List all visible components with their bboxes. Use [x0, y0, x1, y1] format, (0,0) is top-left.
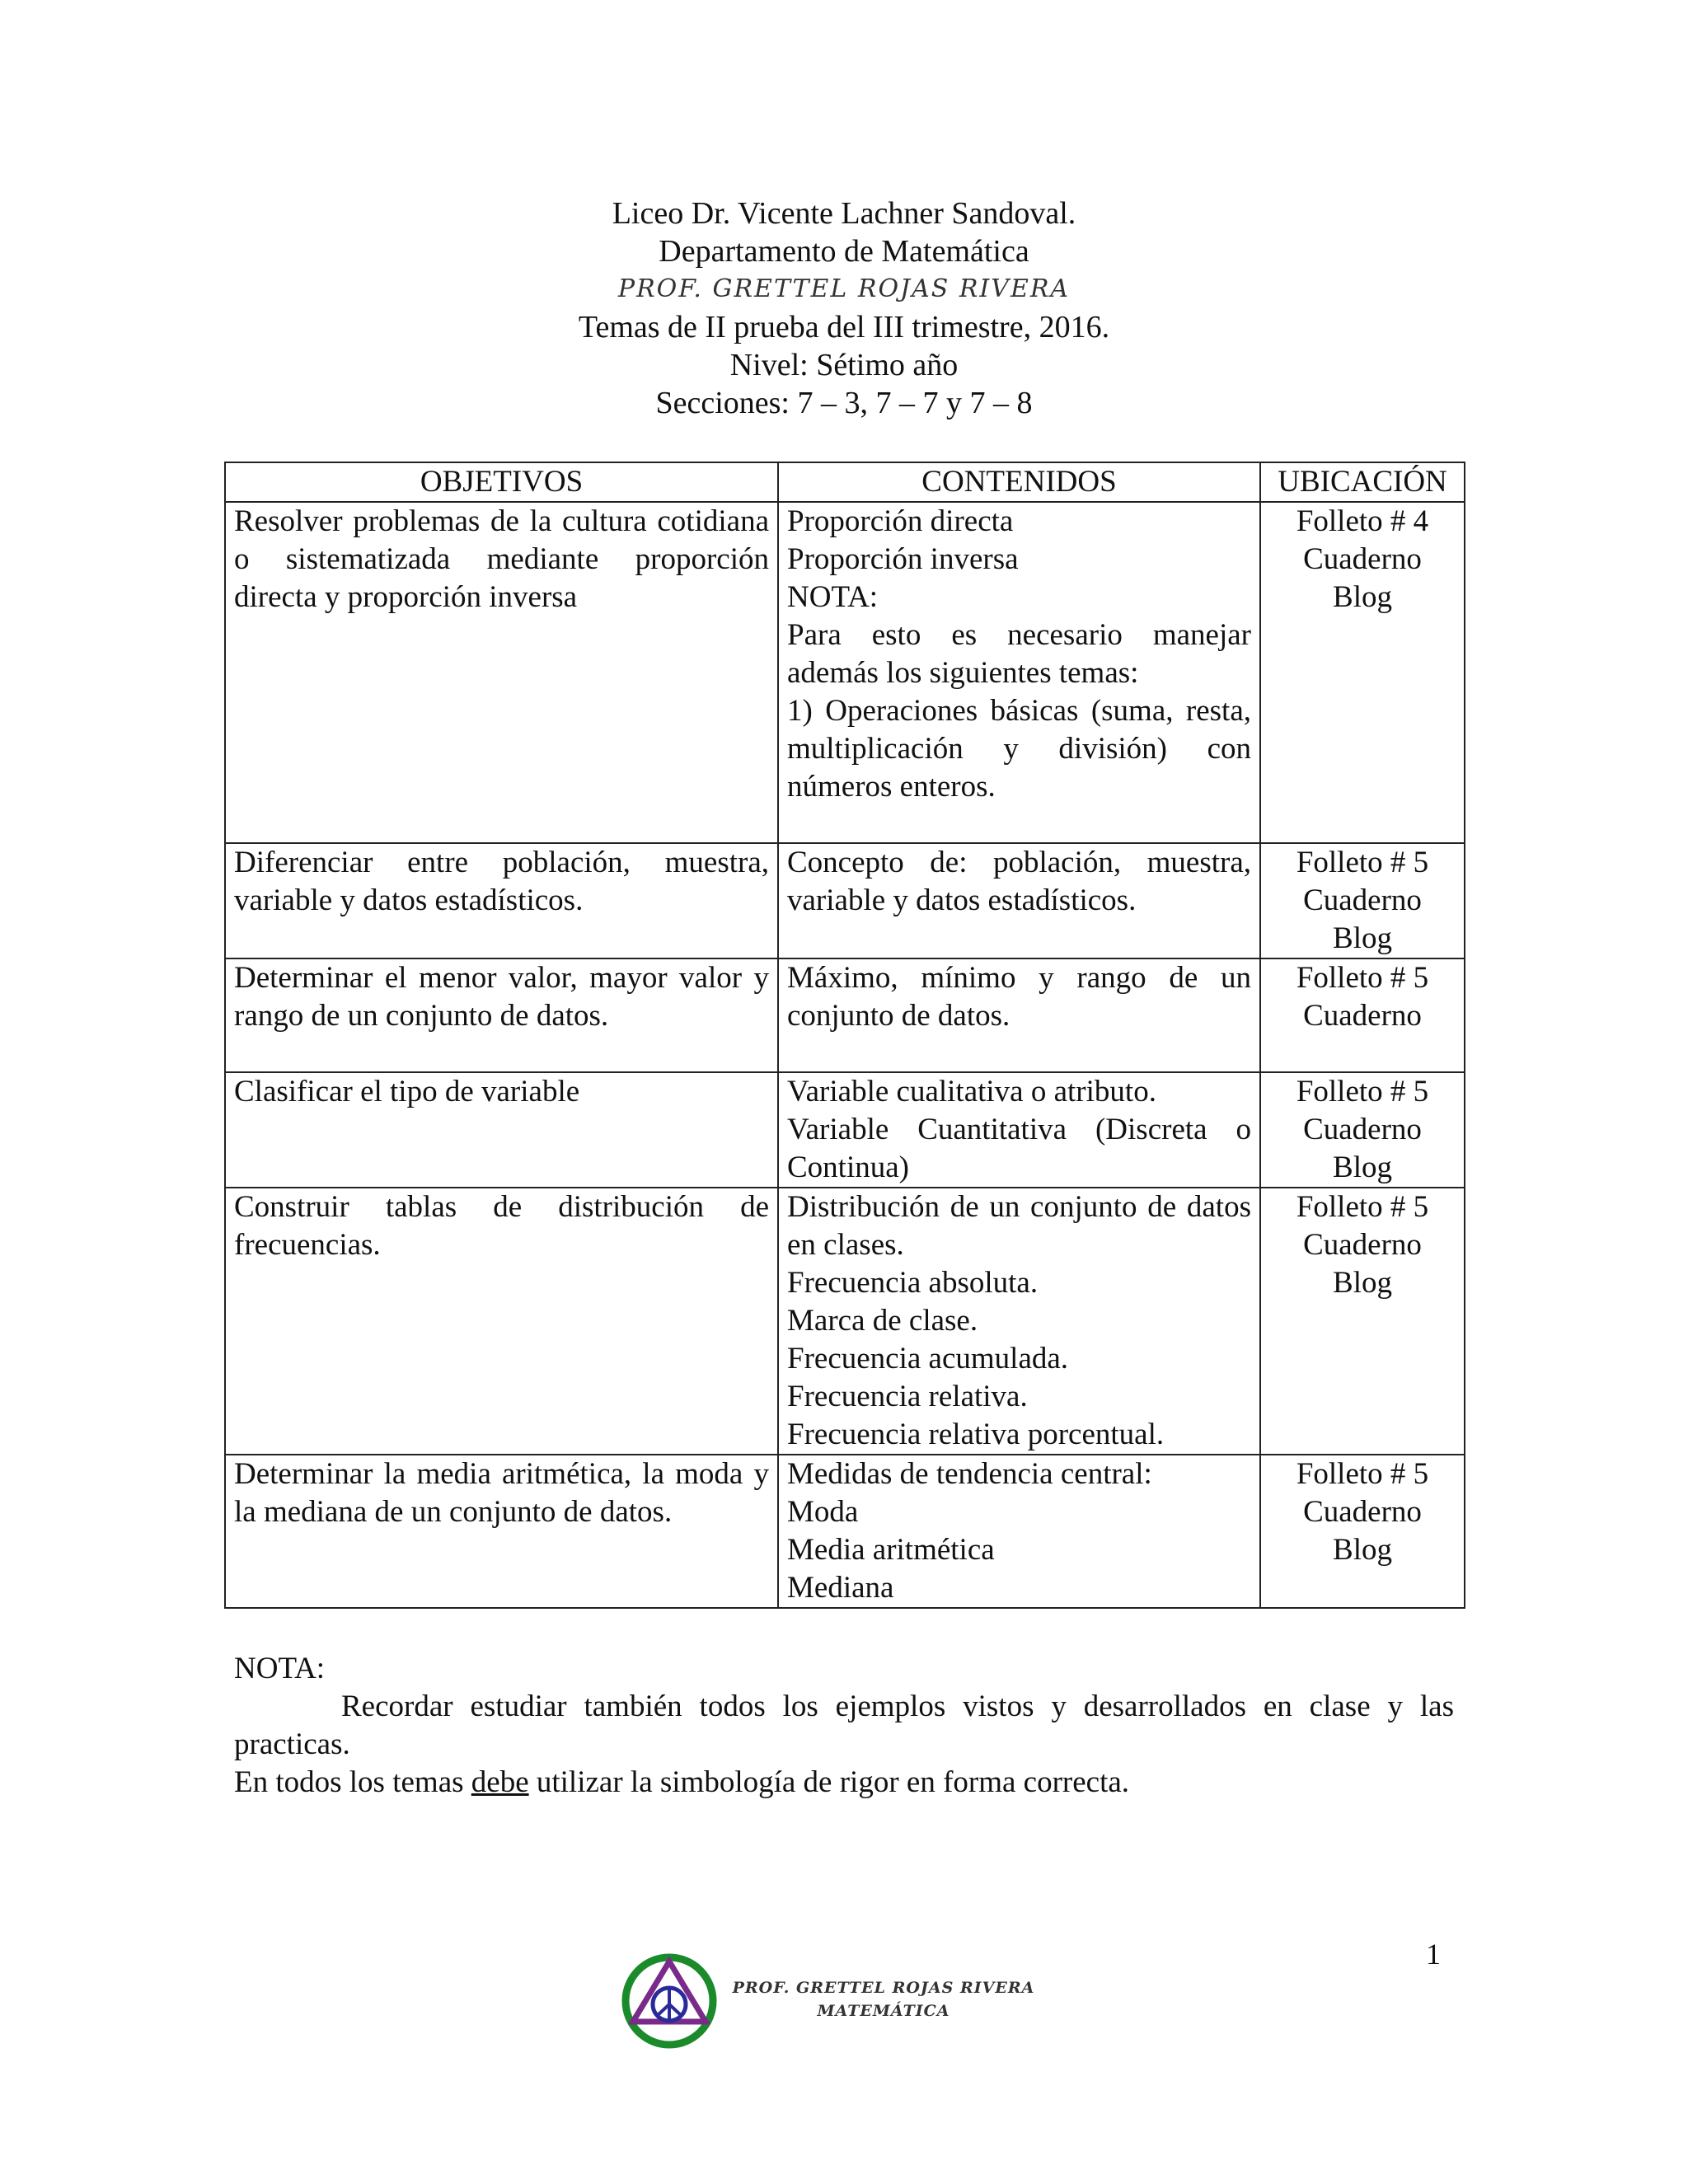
- content-line: Proporción inversa: [787, 542, 1019, 576]
- department-name: Departamento de Matemática: [659, 234, 1029, 269]
- content-line: Medidas de tendencia central:: [787, 1457, 1152, 1491]
- location-cell: [1260, 1188, 1465, 1455]
- document-header: [0, 194, 1688, 422]
- location-line: Folleto # 5: [1296, 961, 1429, 995]
- note-emphasis: debe: [471, 1765, 529, 1799]
- location-line: Cuaderno: [1303, 1113, 1422, 1146]
- content-line: Concepto de: población, muestra, variable y datos estadísticos.: [787, 846, 1251, 917]
- location-line: Cuaderno: [1303, 883, 1422, 917]
- note-text: utilizar la simbología de rigor en forma correcta.: [528, 1765, 1130, 1799]
- sections-line: Secciones: 7 – 3, 7 – 7 y 7 – 8: [655, 386, 1033, 420]
- content-line: Para esto es necesario manejar además los siguientes temas:: [787, 618, 1251, 690]
- level-line: Nivel: Sétimo año: [729, 348, 959, 382]
- location-line: Blog: [1333, 580, 1392, 614]
- location-cell: [1260, 958, 1465, 1072]
- objective-cell: Clasificar el tipo de variable: [225, 1072, 778, 1188]
- content-line: Mediana: [787, 1571, 894, 1605]
- location-line: Blog: [1333, 1266, 1392, 1300]
- location-line: Cuaderno: [1303, 1495, 1422, 1529]
- content-line: Media aritmética: [787, 1533, 995, 1567]
- location-line: Blog: [1333, 1533, 1392, 1567]
- location-line: Cuaderno: [1303, 999, 1422, 1033]
- content-line: Moda: [787, 1495, 859, 1529]
- footer-professor: PROF. GRETTEL ROJAS RIVERA: [732, 1979, 1035, 1997]
- contents-cell: [778, 843, 1260, 958]
- content-line: Variable Cuantitativa (Discreta o Continua): [787, 1113, 1251, 1184]
- table-row: [225, 1072, 1465, 1188]
- objective-cell: Resolver problemas de la cultura cotidiana o sistematizada mediante proporción directa y proporción inversa: [225, 502, 778, 843]
- footer-subject: MATEMÁTICA: [817, 2002, 950, 2020]
- note-text: En todos los temas: [234, 1765, 471, 1799]
- location-line: Folleto # 5: [1296, 1190, 1429, 1224]
- table-row: [225, 1188, 1465, 1455]
- table-row: [225, 843, 1465, 958]
- contents-cell: [778, 502, 1260, 843]
- content-line: Variable cualitativa o atributo.: [787, 1075, 1156, 1108]
- table-header-row: [225, 462, 1465, 502]
- location-line: Folleto # 5: [1296, 1075, 1429, 1108]
- note-text: Recordar estudiar también todos los ejemplos vistos y desarrollados en clase y las practicas.: [234, 1690, 1454, 1761]
- table-row: [225, 958, 1465, 1072]
- content-line: 1) Operaciones básicas (suma, resta, multiplicación y división) con números enteros.: [787, 694, 1251, 804]
- location-line: Cuaderno: [1303, 1228, 1422, 1262]
- location-line: Blog: [1333, 1151, 1392, 1184]
- contents-cell: [778, 1188, 1260, 1455]
- note-line: [234, 1688, 1454, 1764]
- objective-cell: Determinar el menor valor, mayor valor y rango de un conjunto de datos.: [225, 958, 778, 1072]
- contents-cell: [778, 1072, 1260, 1188]
- exam-title: Temas de II prueba del III trimestre, 2016.: [578, 310, 1110, 344]
- note-title: NOTA:: [234, 1652, 326, 1685]
- location-line: Blog: [1333, 921, 1392, 955]
- header-location: UBICACIÓN: [1260, 462, 1465, 502]
- objective-cell: Determinar la media aritmética, la moda y la mediana de un conjunto de datos.: [225, 1455, 778, 1608]
- topics-table: [224, 462, 1465, 1609]
- note-line: [234, 1764, 1454, 1802]
- content-line: Proporción directa: [787, 504, 1014, 538]
- location-line: Folleto # 5: [1296, 846, 1429, 879]
- objective-cell: Construir tablas de distribución de frecuencias.: [225, 1188, 778, 1455]
- contents-cell: [778, 958, 1260, 1072]
- location-cell: [1260, 843, 1465, 958]
- objective-cell: Diferenciar entre población, muestra, variable y datos estadísticos.: [225, 843, 778, 958]
- page-number: 1: [1426, 1938, 1441, 1971]
- school-name: Liceo Dr. Vicente Lachner Sandoval.: [612, 196, 1076, 231]
- content-line: Frecuencia relativa.: [787, 1380, 1028, 1413]
- content-line: NOTA:: [787, 580, 879, 614]
- table-row: [225, 1455, 1465, 1608]
- study-note: [234, 1650, 1454, 1802]
- location-cell: [1260, 1072, 1465, 1188]
- location-line: Folleto # 4: [1296, 504, 1429, 538]
- triangle-emblem-icon: [620, 1943, 719, 2059]
- content-line: Distribución de un conjunto de datos en clases.: [787, 1190, 1251, 1262]
- header-objectives: OBJETIVOS: [225, 462, 778, 502]
- content-line: Marca de clase.: [787, 1304, 978, 1338]
- professor-name: PROF. GRETTEL ROJAS RIVERA: [617, 274, 1071, 303]
- content-line: Máximo, mínimo y rango de un conjunto de datos.: [787, 961, 1251, 1033]
- footer-logo: [620, 1943, 1048, 2059]
- location-cell: [1260, 502, 1465, 843]
- location-cell: [1260, 1455, 1465, 1608]
- content-line: Frecuencia acumulada.: [787, 1342, 1069, 1376]
- location-line: Cuaderno: [1303, 542, 1422, 576]
- header-contents: CONTENIDOS: [778, 462, 1260, 502]
- content-line: Frecuencia relativa porcentual.: [787, 1418, 1165, 1451]
- content-line: Frecuencia absoluta.: [787, 1266, 1039, 1300]
- contents-cell: [778, 1455, 1260, 1608]
- location-line: Folleto # 5: [1296, 1457, 1429, 1491]
- table-row: [225, 502, 1465, 843]
